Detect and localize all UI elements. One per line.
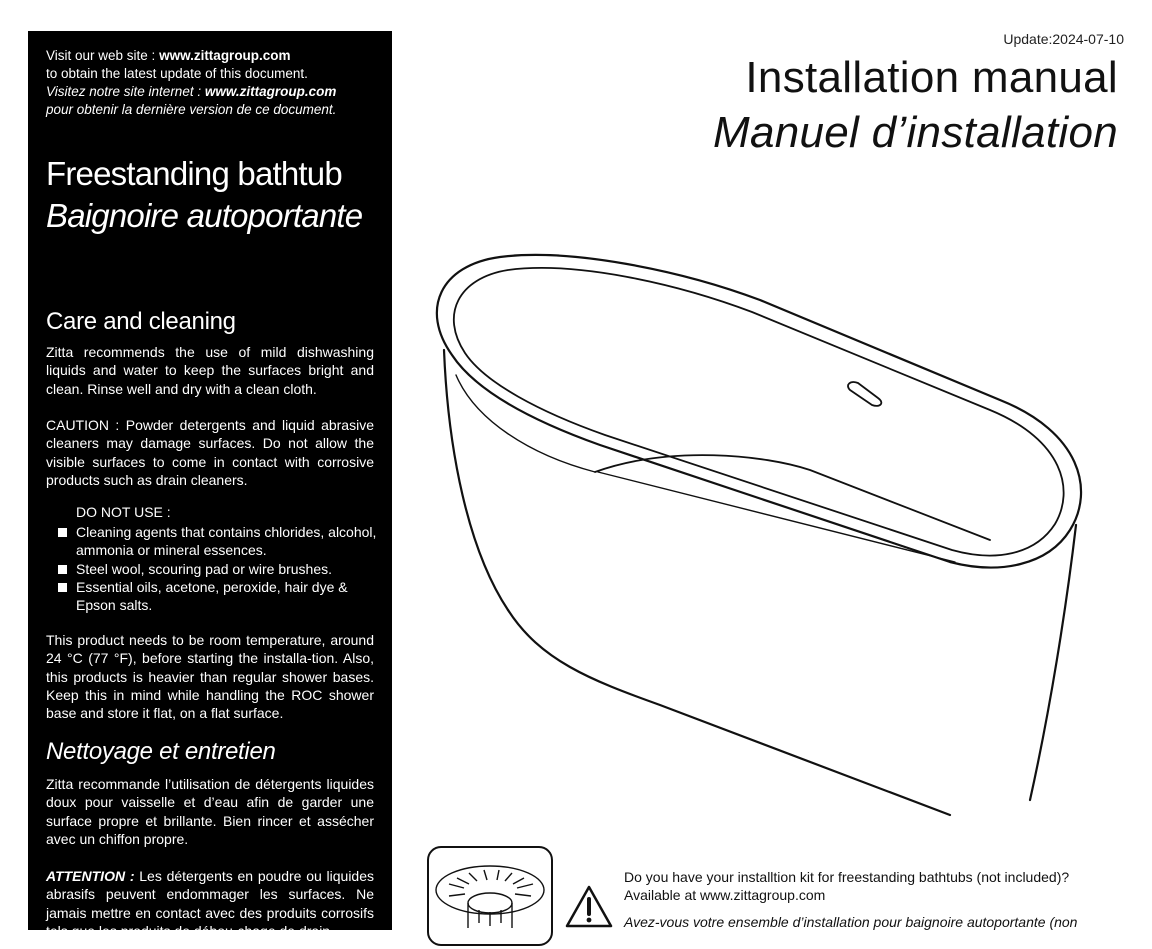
care-paragraph-3	[46, 631, 374, 722]
care-text-1: Zitta recommends the use of mild dishwashing liquids and water to keep the surfaces bright and clean. Rinse well and dry with a clean cloth.	[46, 344, 374, 397]
list-item	[58, 578, 378, 615]
website-notice	[46, 47, 336, 119]
kit-question-en: Do you have your installtion kit for freestanding bathtubs (not included)?	[624, 869, 1070, 885]
bullet-square-icon	[58, 565, 67, 574]
list-item	[58, 560, 378, 578]
bullet-square-icon	[58, 583, 67, 592]
website-link-en[interactable]: www.zittagroup.com	[159, 48, 291, 63]
nettoyage-text-1: Zitta recommande l’utilisation de détergents liquides doux pour vaisselle et d’eau afin de garder une surface propre et brillante. Bien rincer et assécher avec un chiffon propre.	[46, 776, 374, 847]
info-panel	[28, 31, 392, 939]
installation-kit-illustration	[427, 846, 553, 946]
care-paragraph-2	[46, 416, 374, 489]
bullet-square-icon	[58, 528, 67, 537]
attention-text: Les détergents en poudre ou liquides abrasifs peuvent endommager les surfaces. Ne jamais mettre en contact avec des produits corrosifs tels que les produits de débou-chage de drain.	[46, 868, 375, 939]
website-fr-prefix: Visitez notre site internet :	[46, 84, 205, 99]
nettoyage-heading: Nettoyage et entretien	[46, 738, 276, 765]
product-title-fr: Baignoire autoportante	[46, 197, 363, 234]
warning-triangle-icon	[564, 884, 614, 930]
caution-text: CAUTION : Powder detergents and liquid abrasive cleaners may damage surfaces. Do not allow the visible surfaces to come in contact with corrosive products such as drain cleaners.	[46, 417, 374, 488]
list-item-text: Essential oils, acetone, peroxide, hair dye & Epson salts.	[76, 578, 348, 614]
list-item-text: Steel wool, scouring pad or wire brushes.	[76, 560, 333, 577]
kit-available-prefix: Available at	[624, 887, 701, 903]
website-en-prefix: Visit our web site :	[46, 48, 160, 63]
list-item	[58, 523, 378, 560]
page-title-en: Installation manual	[745, 53, 1118, 102]
nettoyage-paragraph-1	[46, 775, 374, 848]
website-fr-line2: pour obtenir la dernière version de ce document.	[46, 102, 337, 117]
product-title	[46, 153, 362, 237]
product-title-en: Freestanding bathtub	[46, 155, 342, 192]
page-title-fr: Manuel d’installation	[713, 108, 1118, 157]
care-heading: Care and cleaning	[46, 308, 236, 335]
nettoyage-paragraph-2	[46, 867, 374, 940]
do-not-use-heading: DO NOT USE :	[76, 504, 171, 520]
website-en-line2: to obtain the latest update of this document.	[46, 66, 308, 81]
kit-question-fr: Avez-vous votre ensemble d’installation pour baignoire autoportante (non	[624, 914, 1078, 930]
kit-notice	[624, 868, 1124, 931]
temperature-text: This product needs to be room temperature, around 24 °C (77 °F), before starting the installa-tion. Also, this products is heavier than regular shower bases. Keep this in mind while handling the ROC shower base and store it flat, on a flat surface.	[46, 632, 374, 722]
kit-link[interactable]: www.zittagroup.com	[700, 887, 826, 903]
freestanding-bathtub-illustration	[430, 240, 1090, 820]
update-date: Update:2024-07-10	[1003, 31, 1124, 47]
list-item-text: Cleaning agents that contains chlorides, alcohol, ammonia or mineral essences.	[76, 524, 377, 559]
attention-label: ATTENTION :	[46, 868, 135, 884]
care-paragraph-1	[46, 343, 374, 398]
kit-drain-icon	[429, 848, 551, 944]
website-link-fr[interactable]: www.zittagroup.com	[204, 84, 337, 99]
do-not-use-list	[58, 523, 378, 614]
